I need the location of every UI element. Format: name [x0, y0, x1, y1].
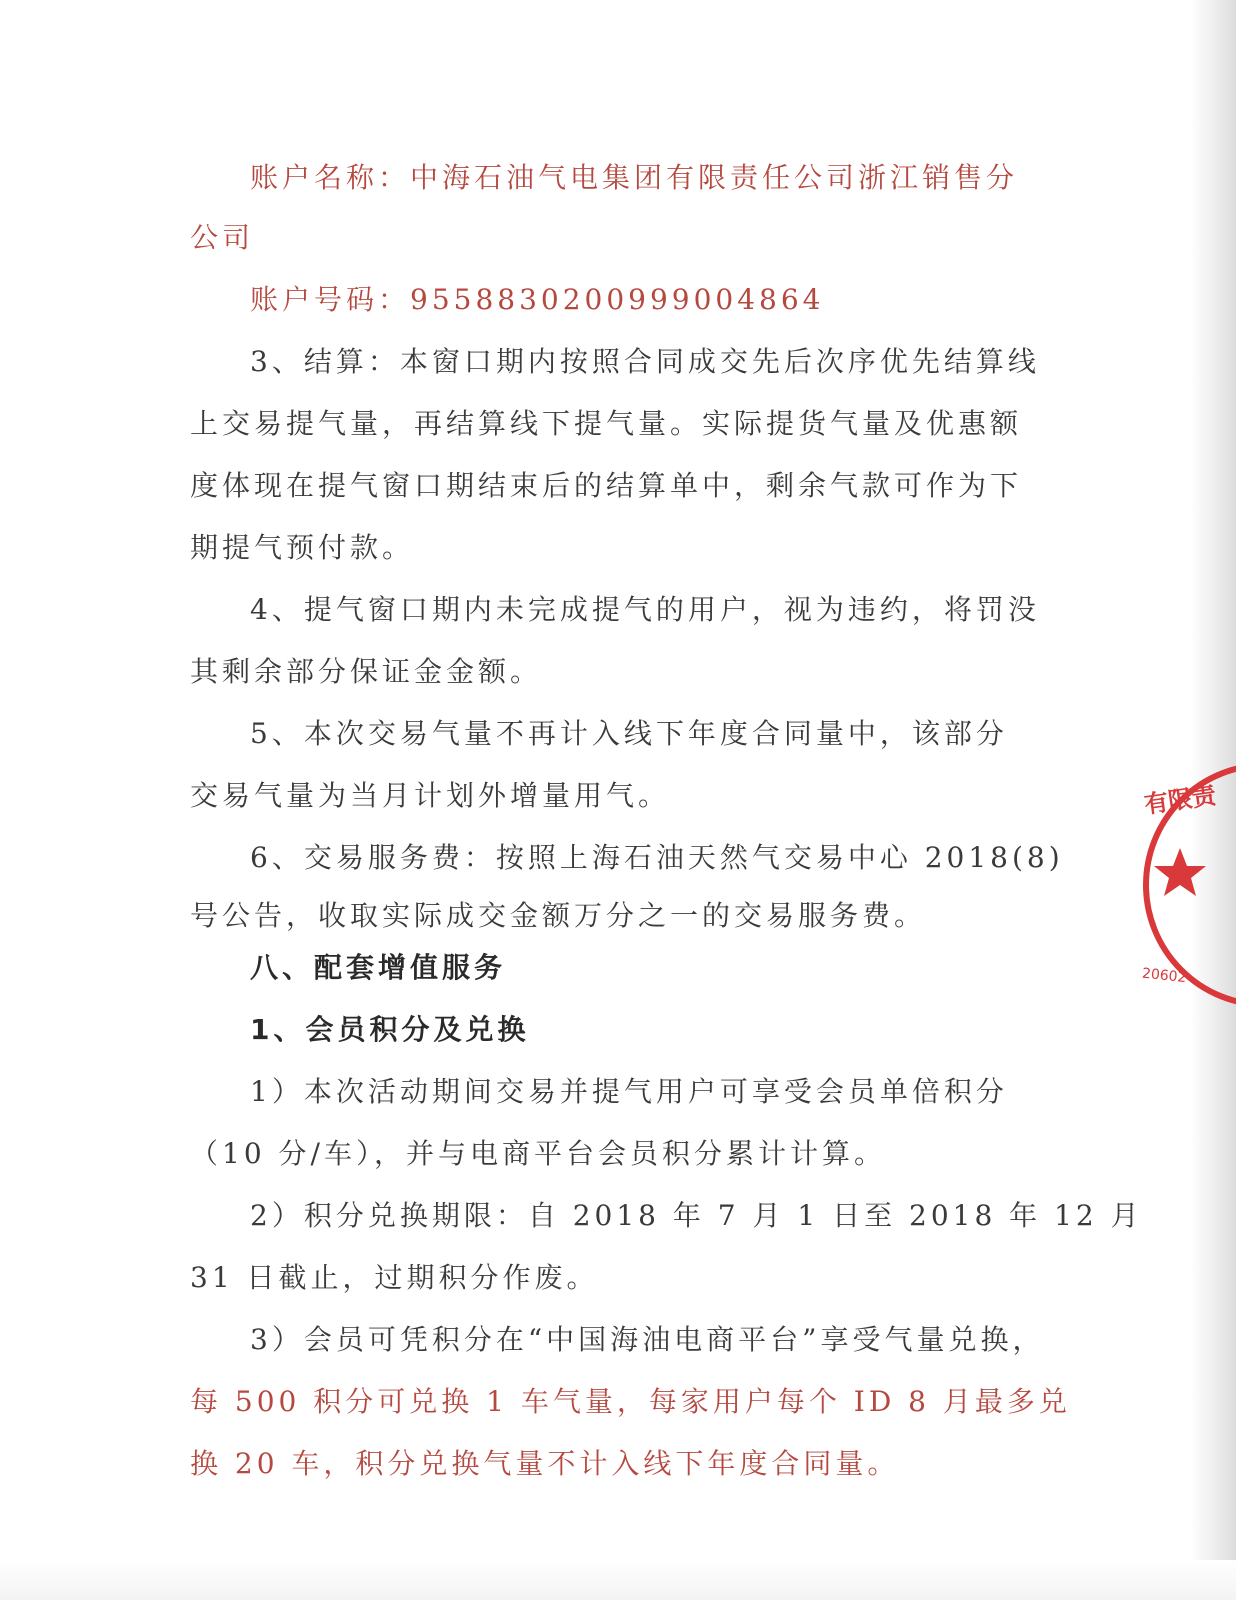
section-8-heading: 八、配套增值服务 [250, 951, 507, 984]
item-3-line-1: 3）会员可凭积分在“中国海油电商平台”享受气量兑换， [250, 1323, 1045, 1356]
account-number-value: 9558830200999004864 [410, 283, 825, 316]
seal-top-text: 有限责 [1142, 781, 1218, 819]
item-1-line-2: （10 分/车），并与电商平台会员积分累计计算。 [190, 1137, 886, 1170]
item-3-line-2: 每 500 积分可兑换 1 车气量，每家用户每个 ID 8 月最多兑 [190, 1385, 1071, 1418]
item-3-line-3: 换 20 车，积分兑换气量不计入线下年度合同量。 [190, 1447, 900, 1480]
item-2-line-2: 31 日截止，过期积分作废。 [190, 1261, 599, 1294]
account-name-value-1: 中海石油气电集团有限责任公司浙江销售分 [410, 161, 1019, 194]
page-bottom-shadow [0, 1560, 1236, 1600]
account-name-line-2: 公司 [190, 221, 255, 254]
account-name-label: 账户名称： [250, 161, 411, 194]
paragraph-3-line-1: 3、结算：本窗口期内按照合同成交先后次序优先结算线 [250, 345, 1040, 378]
account-name-line-1 [250, 160, 1018, 196]
paragraph-5-line-1: 5、本次交易气量不再计入线下年度合同量中，该部分 [250, 717, 1008, 750]
company-seal-partial [1136, 760, 1218, 1010]
account-number-label: 账户号码： [250, 283, 411, 316]
section-8-1-heading: 1、会员积分及兑换 [250, 1013, 530, 1046]
paragraph-3-line-2: 上交易提气量，再结算线下提气量。实际提货气量及优惠额 [190, 407, 1023, 440]
paragraph-4-line-1: 4、提气窗口期内未完成提气的用户，视为违约，将罚没 [250, 593, 1040, 626]
paragraph-6-line-2: 号公告，收取实际成交金额万分之一的交易服务费。 [190, 899, 927, 932]
paragraph-5-line-2: 交易气量为当月计划外增量用气。 [190, 779, 671, 812]
item-1-line-1: 1）本次活动期间交易并提气用户可享受会员单倍积分 [250, 1075, 1008, 1108]
paragraph-4-line-2: 其剩余部分保证金金额。 [190, 655, 543, 688]
item-2-line-1: 2）积分兑换期限：自 2018 年 7 月 1 日至 2018 年 12 月 [250, 1199, 1143, 1232]
page-edge-notch [1182, 118, 1192, 178]
seal-svg [1136, 760, 1218, 1010]
paragraph-6-line-1: 6、交易服务费：按照上海石油天然气交易中心 2018(8) [250, 841, 1064, 874]
seal-bottom-text: 20602 [1141, 965, 1188, 987]
account-number-line [250, 282, 825, 318]
paragraph-3-line-3: 度体现在提气窗口期结束后的结算单中，剩余气款可作为下 [190, 469, 1023, 502]
paragraph-3-line-4: 期提气预付款。 [190, 531, 415, 564]
